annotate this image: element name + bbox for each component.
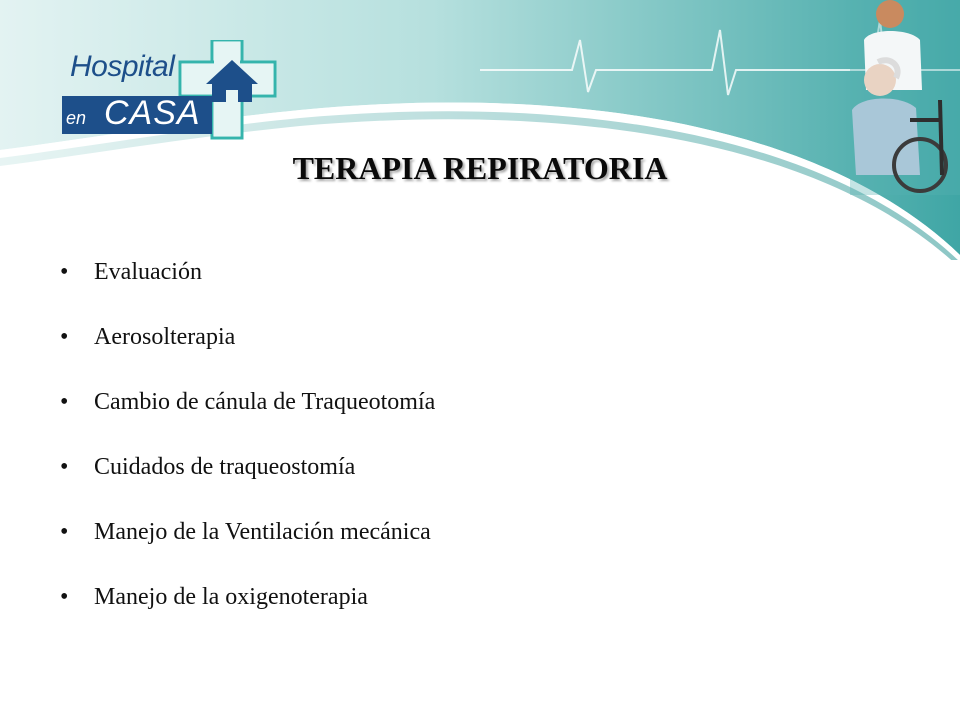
bullet-dot-icon: • (60, 324, 69, 350)
list-item-text: Manejo de la Ventilación mecánica (94, 519, 431, 545)
bullet-dot-icon: • (60, 454, 69, 480)
logo-hospital-text: Hospital (70, 50, 175, 83)
logo-casa-text: CASA (104, 94, 201, 132)
list-item-text: Aerosolterapia (94, 324, 236, 350)
list-item-text: Manejo de la oxigenoterapia (94, 584, 368, 610)
bullet-dot-icon: • (60, 259, 69, 285)
list-item-text: Evaluación (94, 259, 202, 285)
list-item-text: Cambio de cánula de Traqueotomía (94, 389, 436, 415)
bullet-dot-icon: • (60, 519, 69, 545)
slide-title: TERAPIA REPIRATORIA (292, 150, 668, 186)
bullet-dot-icon: • (60, 389, 69, 415)
bullet-dot-icon: • (60, 584, 69, 610)
logo-en-text: en (66, 108, 87, 128)
list-item-text: Cuidados de traqueostomía (94, 454, 356, 480)
